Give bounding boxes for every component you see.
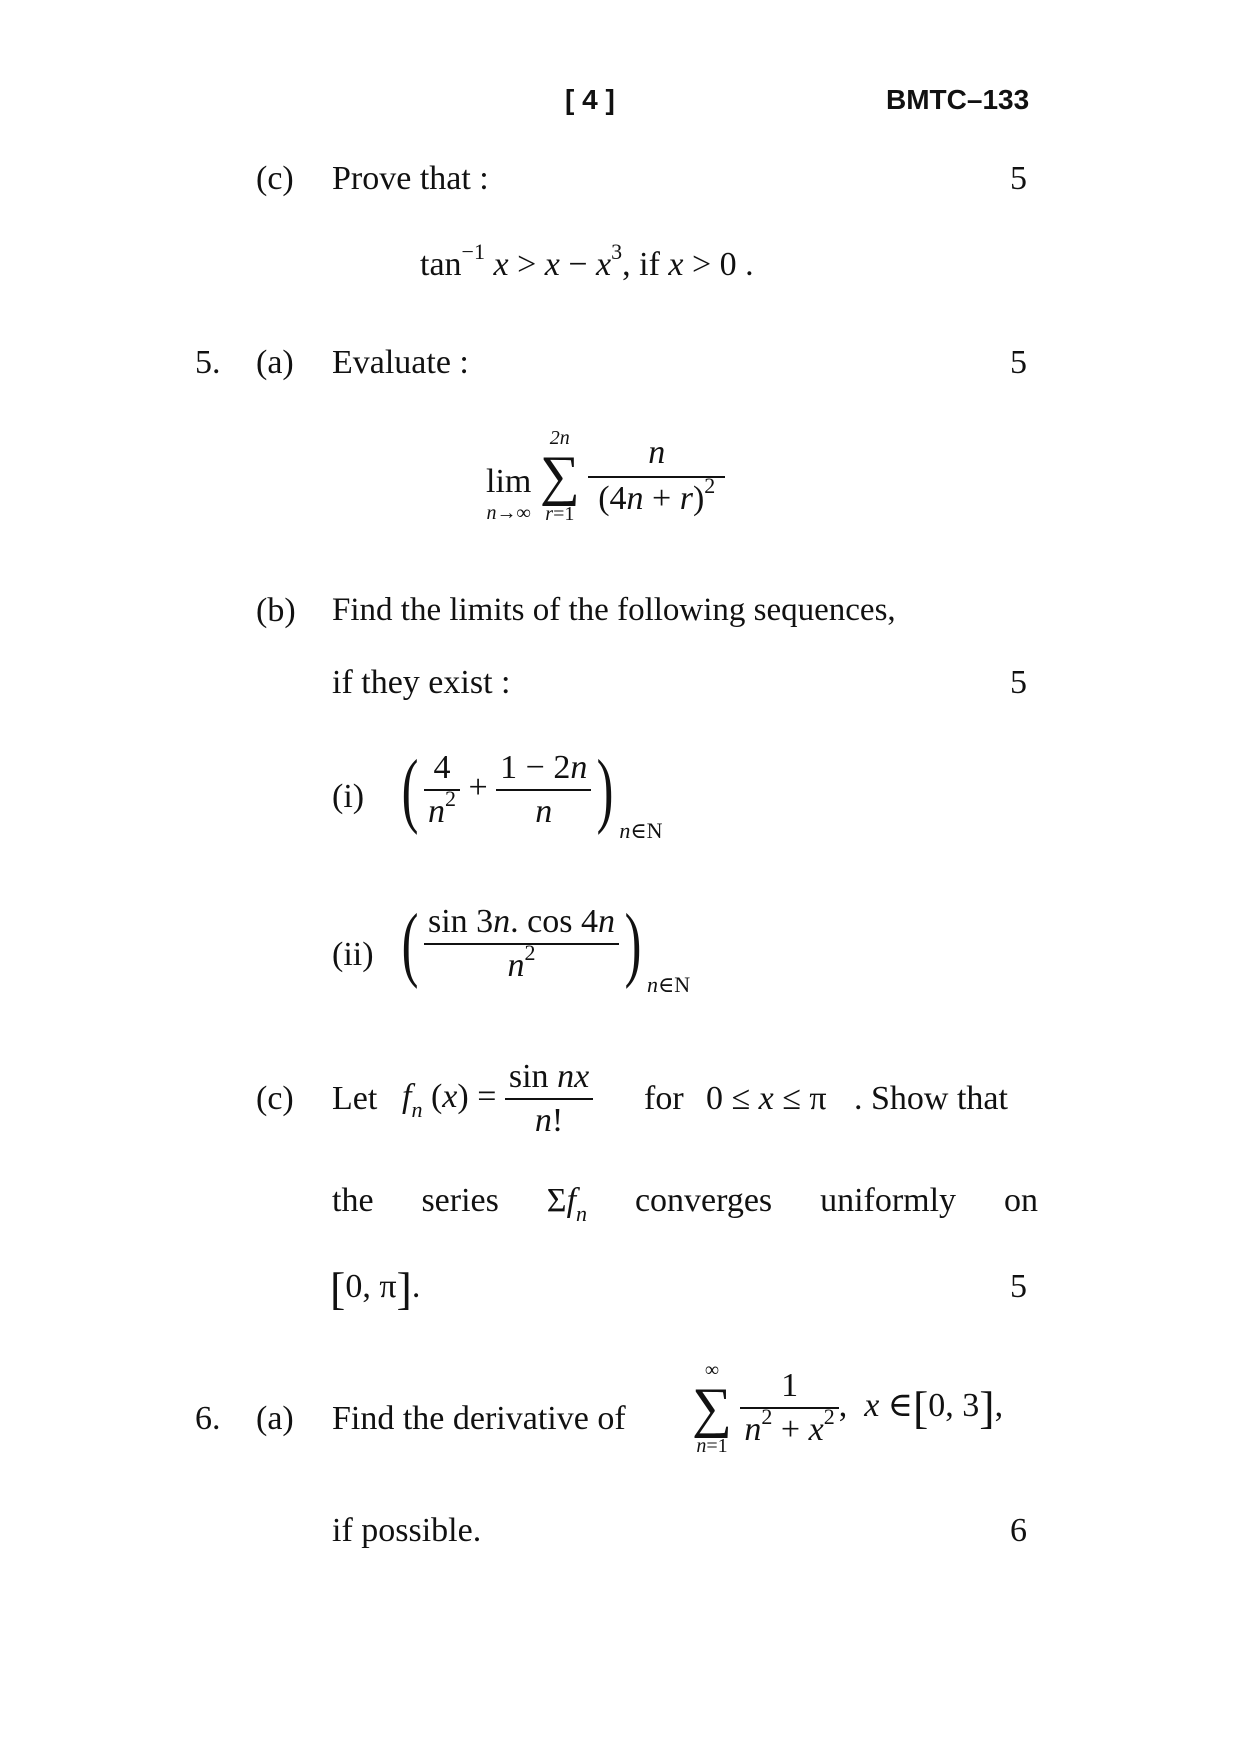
q5b-marks: 5 <box>1010 664 1027 701</box>
q4c-text: Prove that : <box>332 160 489 197</box>
q5c-for: for <box>644 1080 684 1117</box>
q6a-text: Find the derivative of <box>332 1400 626 1437</box>
q5c-let: Let <box>332 1080 378 1117</box>
q5c-function-def: $f_n$ (x) = $\frac{\text{sin nx}}{n!}$ <box>402 1060 593 1138</box>
q5b-line1: Find the limits of the following sequences, <box>332 592 896 628</box>
page-number: [ 4 ] <box>565 84 615 115</box>
word-converges: converges <box>634 1182 773 1219</box>
q6a-line2: if possible. <box>332 1512 482 1549</box>
q6a-series-expression: ∞ ∑ n=1 $\frac{1}{n^2 + x^2}$ , x ∈[0, 3], <box>692 1359 1004 1457</box>
word-on: on <box>1003 1182 1038 1219</box>
series-symbol: $\Sigma f_n$ <box>546 1182 588 1226</box>
q6a-label: (a) <box>256 1400 294 1437</box>
q6-number: 6. <box>195 1400 221 1437</box>
q5a-label: (a) <box>256 344 294 381</box>
q5-number: 5. <box>195 344 221 381</box>
q5b-line2: if they exist : <box>332 664 511 701</box>
q5c-label: (c) <box>256 1080 294 1117</box>
q5c-line2 <box>332 1182 1038 1226</box>
q5a-limit-expression: lim n→∞ 2n ∑ r=1 $\frac{n}{(4n + r)^2}$ <box>486 428 725 524</box>
q5c-period: . <box>411 1267 421 1305</box>
q6a-marks: 6 <box>1010 1512 1027 1549</box>
q5b-sub-ii-label: (ii) <box>332 936 374 973</box>
paper-code: BMTC–133 <box>886 84 1030 115</box>
q5c-marks: 5 <box>1010 1268 1027 1305</box>
word-series: series <box>421 1182 499 1219</box>
q5b-sequence-ii: ( $\frac{\sin 3n. \cos 4n}{n^2}$ ) $_{n\in N}$ <box>401 897 691 997</box>
word-the: the <box>332 1182 374 1219</box>
q5a-text: Evaluate : <box>332 344 469 381</box>
q5c-show-that: . Show that <box>854 1080 1008 1117</box>
q4c-marks: 5 <box>1010 160 1027 197</box>
q4c-formula: $\tan^{-1} x > x - x^3$, if x > 0 . <box>420 239 754 283</box>
q5b-label: (b) <box>256 592 296 629</box>
q5b-sequence-i: ( $\frac{4}{n^2}$ + $\frac{1 - 2n}{n}$ ) $_{n\in N}$ <box>401 743 663 843</box>
q4c-label: (c) <box>256 160 294 197</box>
word-uniformly: uniformly <box>820 1182 957 1219</box>
q5c-domain: 0 ≤ x ≤ π <box>706 1080 827 1117</box>
q5c-interval: [0, π]. <box>330 1263 421 1314</box>
q5a-marks: 5 <box>1010 344 1027 381</box>
q5b-sub-i-label: (i) <box>332 778 365 815</box>
